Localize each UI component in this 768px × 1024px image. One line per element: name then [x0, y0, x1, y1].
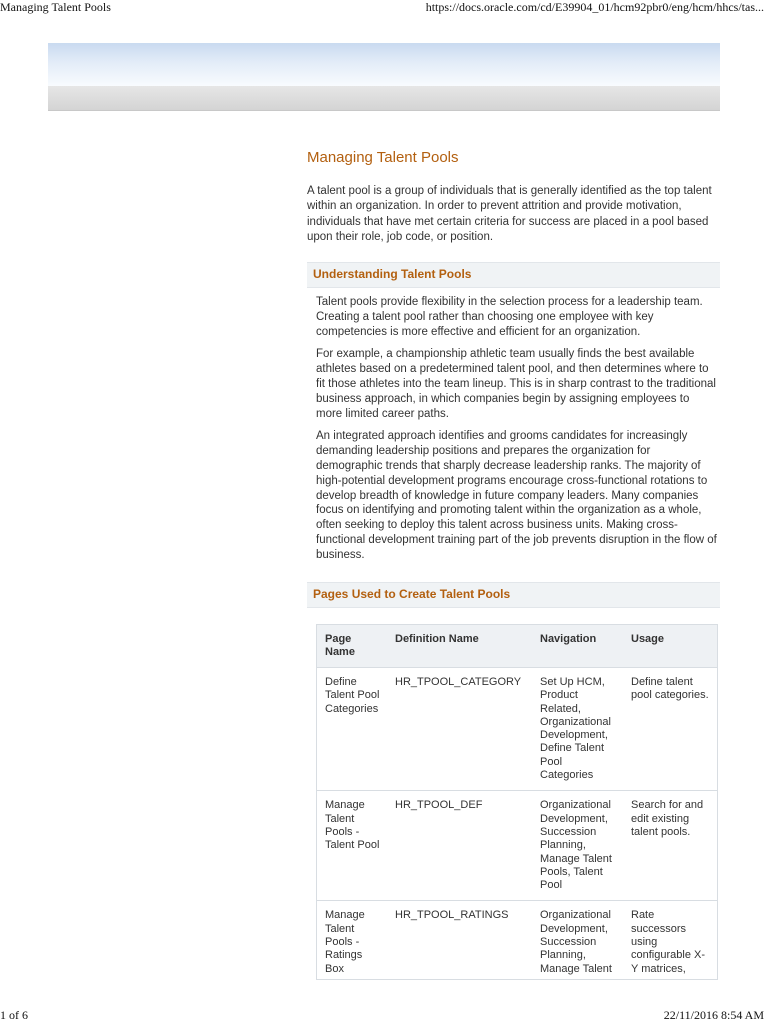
column-header-navigation: Navigation	[532, 625, 623, 668]
paragraph: For example, a championship athletic team usually finds the best available athletes based on a predetermined talent pool, and then determines where to fit those athletes into the team lineup. This is in sharp contrast to the traditional business approach, in which companies begin by assigning employees to more limited career paths.	[316, 348, 716, 420]
cell-page-name: Manage Talent Pools - Talent Pool	[317, 791, 387, 901]
cell-usage: Search for and edit existing talent pools.	[623, 791, 717, 901]
table-header-row	[317, 625, 717, 668]
table-row	[317, 901, 717, 980]
cell-page-name: Define Talent Pool Categories	[317, 668, 387, 791]
section-heading-pages	[307, 582, 720, 608]
cell-navigation: Set Up HCM, Product Related, Organizational Development, Define Talent Pool Categories	[532, 668, 623, 791]
print-datetime: 22/11/2016 8:54 AM	[663, 1008, 764, 1022]
paragraph: An integrated approach identifies and grooms candidates for increasingly demanding leadership positions and prepares the organization for demographic trends that sharply decrease leadership ranks. The majority of high-potential development programs encourage cross-functional rotations to develop breadth of knowledge in future company leaders. Many companies focus on identifying and promoting talent within the organization as a whole, often seeking to deploy this talent across business units. Making cross-functional development training part of the job prevents disruption in the flow of business.	[316, 430, 717, 561]
print-header	[0, 0, 768, 16]
cell-definition-name: HR_TPOOL_RATINGS	[387, 901, 532, 980]
section-heading-label: Understanding Talent Pools	[313, 267, 472, 281]
site-banner	[48, 43, 720, 86]
page-counter: 1 of 6	[0, 1008, 28, 1022]
pages-table-container	[316, 624, 718, 980]
table-row	[317, 791, 717, 901]
print-header-url: https://docs.oracle.com/cd/E39904_01/hcm92pbr0/eng/hcm/hhcs/tas...	[425, 0, 764, 14]
section-body-understanding	[316, 295, 718, 571]
print-header-title: Managing Talent Pools	[0, 0, 111, 14]
cell-navigation: Organizational Development, Succession Planning, Manage Talent Pools, Talent Pool	[532, 791, 623, 901]
cell-definition-name: HR_TPOOL_CATEGORY	[387, 668, 532, 791]
section-heading-understanding	[307, 262, 720, 288]
cell-navigation: Organizational Development, Succession Planning, Manage Talent	[532, 901, 623, 980]
paragraph: Talent pools provide flexibility in the selection process for a leadership team. Creating a talent pool rather than choosing one employee with key competencies is more effective and efficient for an organization.	[316, 296, 703, 338]
site-navbar	[48, 86, 720, 111]
cell-page-name: Manage Talent Pools - Ratings Box	[317, 901, 387, 980]
cell-usage: Rate successors using configurable X-Y matrices,	[623, 901, 717, 980]
page-title: Managing Talent Pools	[307, 149, 459, 166]
pages-table	[317, 625, 717, 980]
column-header-page-name: Page Name	[317, 625, 387, 668]
article-content	[307, 148, 720, 245]
print-footer	[0, 1008, 768, 1024]
table-row	[317, 668, 717, 791]
section-heading-label: Pages Used to Create Talent Pools	[313, 587, 511, 601]
column-header-definition-name: Definition Name	[387, 625, 532, 668]
cell-usage: Define talent pool categories.	[623, 668, 717, 791]
intro-paragraph: A talent pool is a group of individuals that is generally identified as the top talent within an organization. In order to prevent attrition and provide motivation, individuals that have met certain criteria for success are placed in a pool based upon their role, job code, or position.	[307, 185, 712, 243]
cell-definition-name: HR_TPOOL_DEF	[387, 791, 532, 901]
column-header-usage: Usage	[623, 625, 717, 668]
